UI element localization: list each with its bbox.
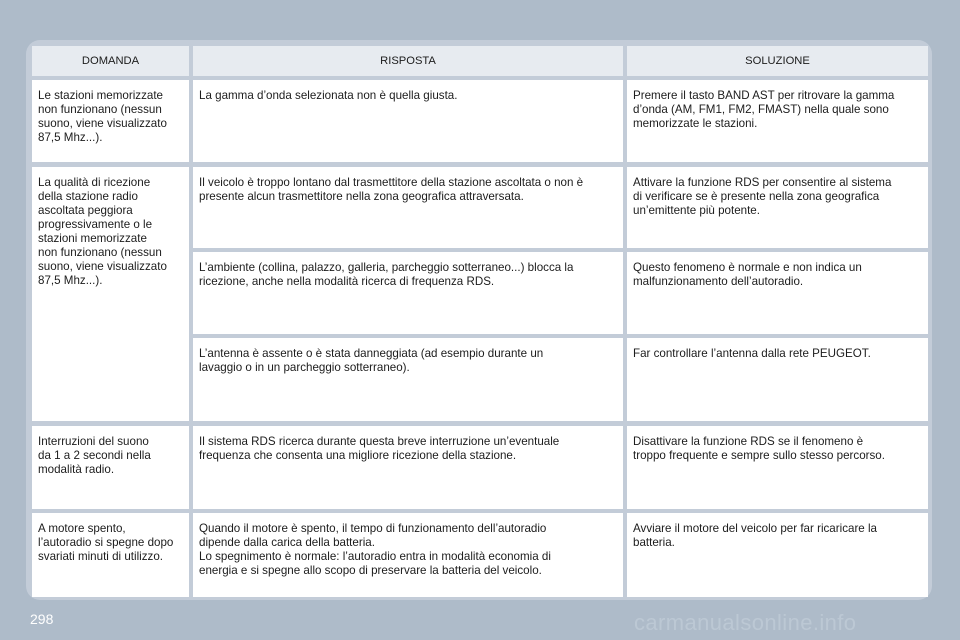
row2a-soluzione: Attivare la funzione RDS per consentire al sistema di verificare se è presente nella zona geografica un’emittente più potente. [627,167,928,248]
row2c-soluzione: Far controllare l’antenna dalla rete PEUGEOT. [627,338,928,421]
row1-soluzione: Premere il tasto BAND AST per ritrovare la gamma d’onda (AM, FM1, FM2, FMAST) nella quale sono memorizzate le stazioni. [627,80,928,162]
header-risposta: RISPOSTA [193,46,623,76]
header-domanda: DOMANDA [32,46,189,76]
row2a-risposta: Il veicolo è troppo lontano dal trasmettitore della stazione ascoltata o non è presente alcun trasmettitore nella zona geografica attraversata. [193,167,623,248]
row1-domanda: Le stazioni memorizzate non funzionano (nessun suono, viene visualizzato 87,5 Mhz...). [32,80,189,162]
row2b-risposta: L’ambiente (collina, palazzo, galleria, parcheggio sotterraneo...) blocca la ricezione, anche nella modalità ricerca di frequenza RDS. [193,252,623,334]
row3-risposta: Il sistema RDS ricerca durante questa breve interruzione un’eventuale frequenza che consenta una migliore ricezione della stazione. [193,426,623,509]
row4-domanda: A motore spento, l’autoradio si spegne dopo svariati minuti di utilizzo. [32,513,189,597]
header-soluzione: SOLUZIONE [627,46,928,76]
watermark: carmanualsonline.info [634,610,857,635]
row4-risposta: Quando il motore è spento, il tempo di funzionamento dell’autoradio dipende dalla carica della batteria. Lo spegnimento è normale: l’autoradio entra in modalità economia di energia e si spegne allo scopo di preservare la batteria del veicolo. [193,513,623,597]
row2b-soluzione: Questo fenomeno è normale e non indica un malfunzionamento dell’autoradio. [627,252,928,334]
row2c-risposta: L’antenna è assente o è stata danneggiata (ad esempio durante un lavaggio o in un parcheggio sotterraneo). [193,338,623,421]
row4-soluzione: Avviare il motore del veicolo per far ricaricare la batteria. [627,513,928,597]
page-number: 298 [30,611,54,627]
row2-domanda: La qualità di ricezione della stazione radio ascoltata peggiora progressivamente o le stazioni memorizzate non funzionano (nessun suono, viene visualizzato 87,5 Mhz...). [32,167,189,421]
row3-soluzione: Disattivare la funzione RDS se il fenomeno è troppo frequente e sempre sullo stesso percorso. [627,426,928,509]
row1-risposta: La gamma d’onda selezionata non è quella giusta. [193,80,623,162]
row3-domanda: Interruzioni del suono da 1 a 2 secondi nella modalità radio. [32,426,189,509]
